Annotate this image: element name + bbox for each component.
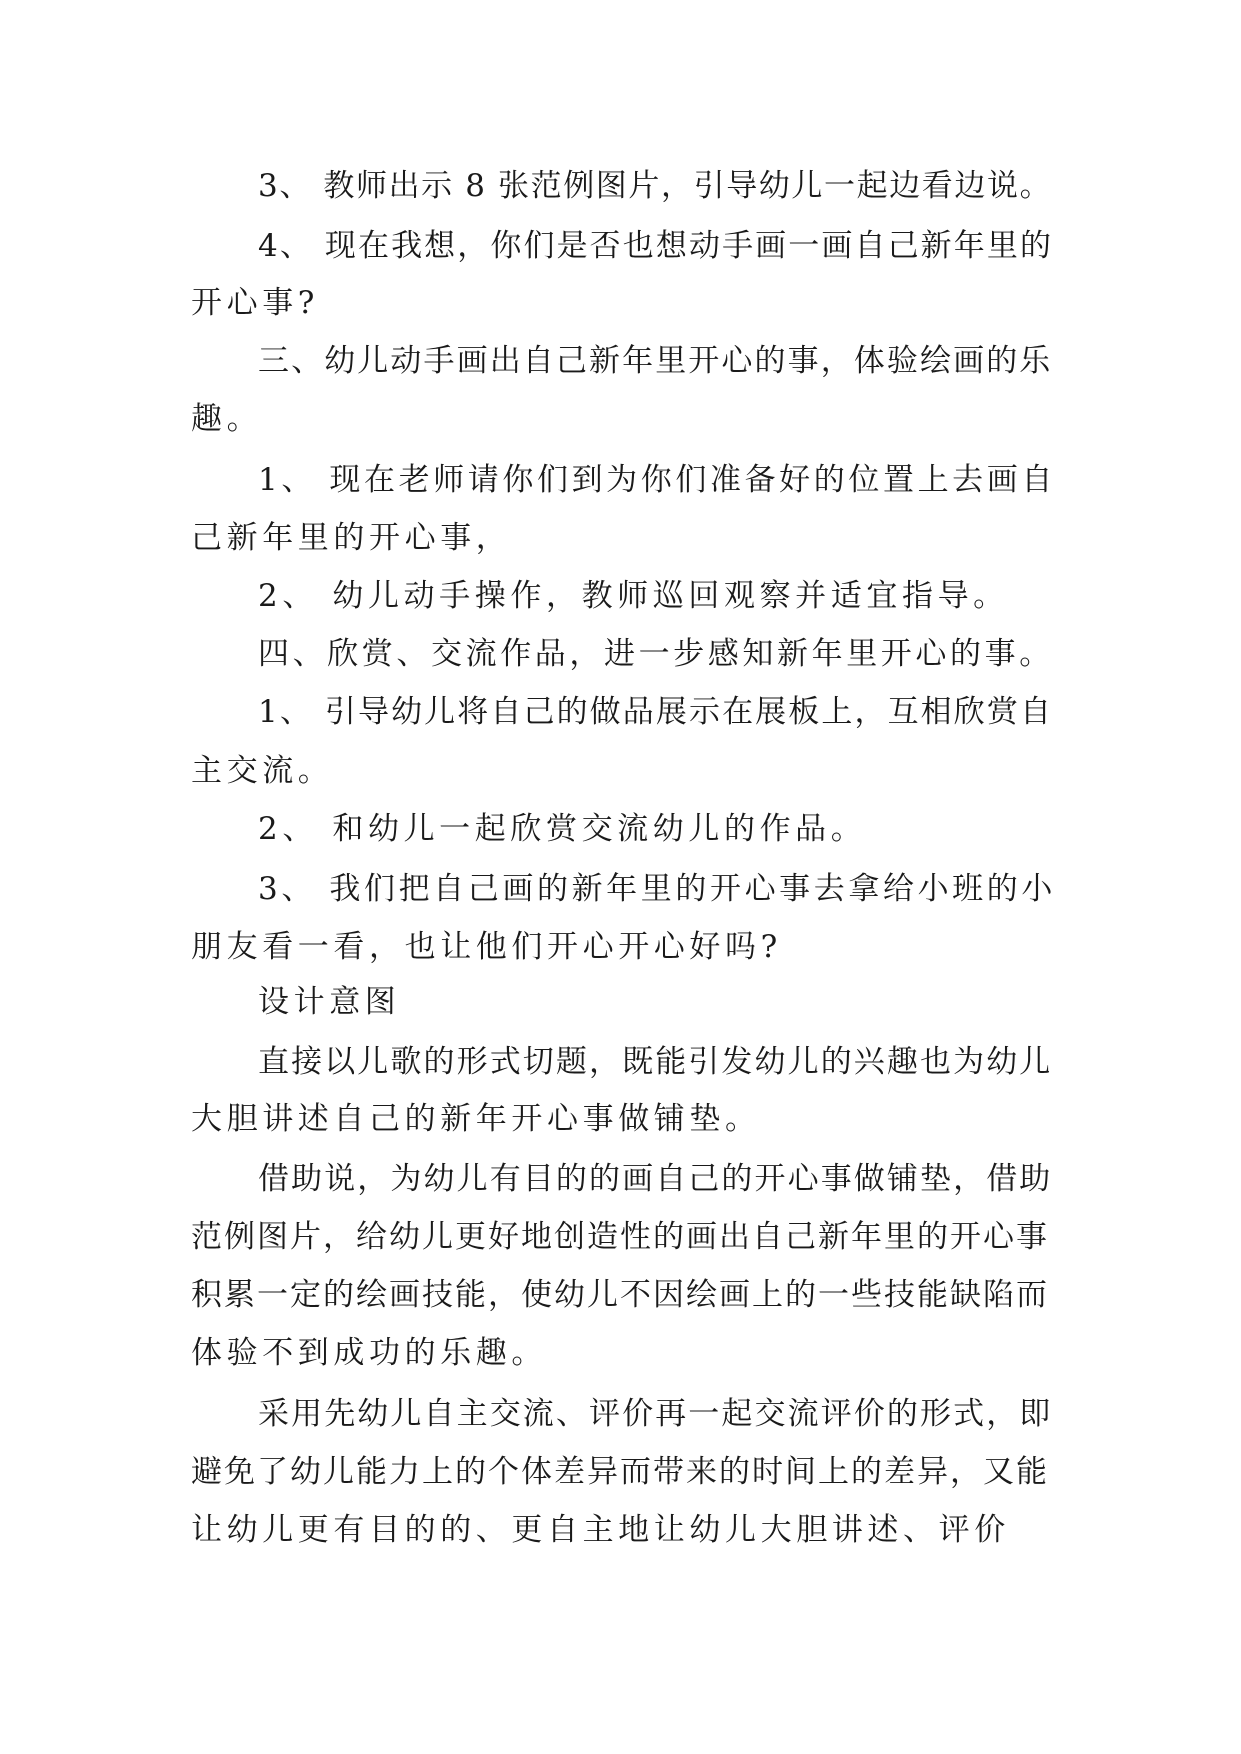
text-line: 直接以儿歌的形式切题，既能引发幼儿的兴趣也为幼儿 [258, 1044, 1053, 1080]
text-line: 让幼儿更有目的的、更自主地让幼儿大胆讲述、评价 [191, 1512, 1010, 1548]
text-line: 1、 现在老师请你们到为你们准备好的位置上去画自 [258, 462, 1056, 498]
text-line: 2、 和幼儿一起欣赏交流幼儿的作品。 [258, 811, 867, 847]
text-line: 3、 我们把自己画的新年里的开心事去拿给小班的小 [258, 871, 1056, 907]
text-line: 2、 幼儿动手操作，教师巡回观察并适宜指导。 [258, 578, 1009, 614]
text-line: 1、 引导幼儿将自己的做品展示在展板上，互相欣赏自 [258, 694, 1054, 730]
text-line: 开心事? [191, 285, 320, 321]
text-line: 借助说，为幼儿有目的的画自己的开心事做铺垫，借助 [258, 1161, 1053, 1197]
text-line: 范例图片，给幼儿更好地创造性的画出自己新年里的开心事 [191, 1219, 1049, 1255]
text-line: 大胆讲述自己的新年开心事做铺垫。 [191, 1101, 761, 1137]
text-line: 主交流。 [191, 753, 334, 789]
text-line: 4、 现在我想，你们是否也想动手画一画自己新年里的 [258, 228, 1054, 264]
text-line: 避免了幼儿能力上的个体差异而带来的时间上的差异，又能 [191, 1454, 1049, 1490]
text-line: 采用先幼儿自主交流、评价再一起交流评价的形式，即 [258, 1396, 1053, 1432]
text-line: 朋友看一看，也让他们开心开心好吗? [191, 929, 782, 965]
section-heading: 设计意图 [258, 984, 401, 1020]
text-line: 积累一定的绘画技能，使幼儿不因绘画上的一些技能缺陷而 [191, 1277, 1049, 1313]
text-line: 体验不到成功的乐趣。 [191, 1335, 547, 1371]
text-line: 三、幼儿动手画出自己新年里开心的事，体验绘画的乐 [258, 343, 1053, 379]
text-line: 趣。 [191, 401, 263, 437]
text-line: 己新年里的开心事， [191, 520, 512, 556]
text-line: 四、欣赏、交流作品，进一步感知新年里开心的事。 [258, 636, 1054, 672]
text-line: 3、 教师出示 8 张范例图片，引导幼儿一起边看边说。 [258, 168, 1053, 204]
